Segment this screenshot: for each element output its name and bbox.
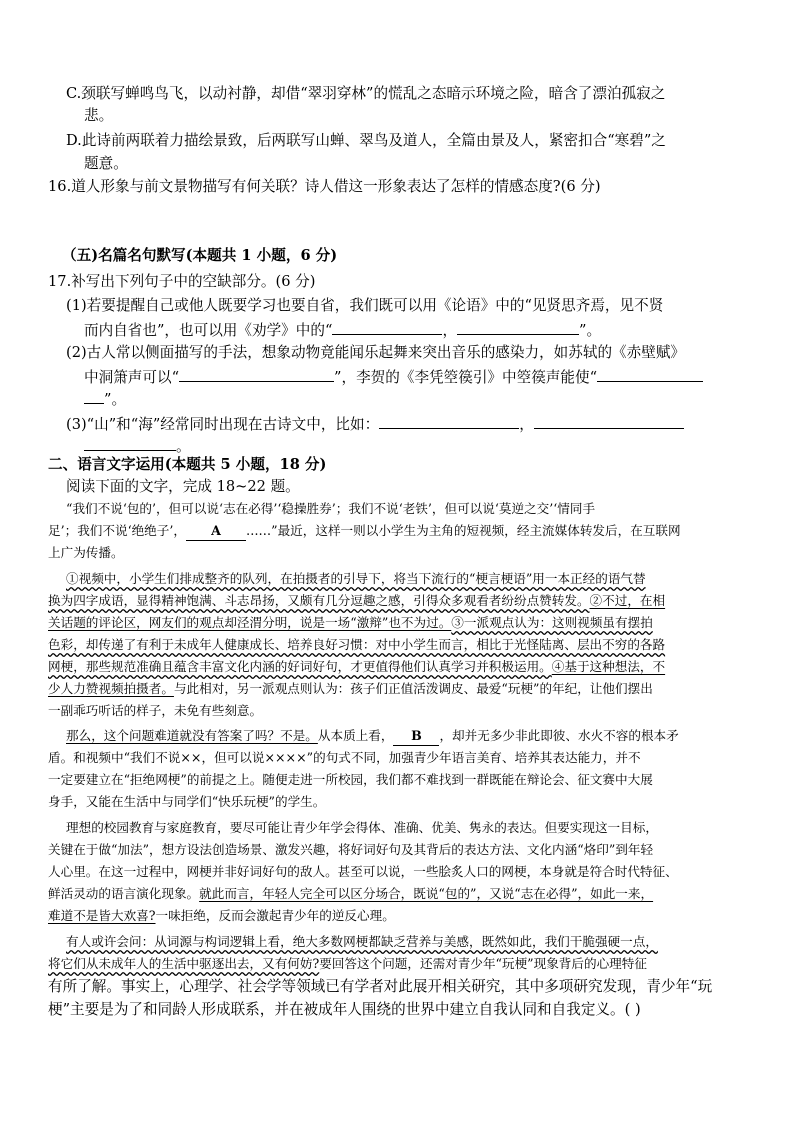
p2-line6: 少人力赞视频拍摄者。与此相对，另一派观点则认为：孩子们正值活泼调皮、最爱“玩梗”的年纪，让他们摆出 xyxy=(48,681,653,696)
p2-line2: 换为四字成语，显得精神饱满、斗志昂扬，又颇有几分逗趣之感，引得众多观看者纷纷点赞转发。②不过，在相 xyxy=(48,593,666,608)
question-16: 16.道人形象与前文景物描写有何关联？诗人借这一形象表达了怎样的情感态度?(6 分) xyxy=(48,178,601,195)
p2-line3: 关话题的评论区，网友们的观点却泾渭分明，说是一场“激辩”也不为过。③一派观点认为：这则视频虽有摆拍 xyxy=(48,615,653,630)
p3-line2: 盾。和视频中“我们不说××，但可以说××××”的句式不同，加强青少年语言美育、培养其表达能力，并不 xyxy=(48,750,641,765)
p1-line3: 上广为传播。 xyxy=(48,545,124,560)
q17-item3-line2: 。 xyxy=(84,434,191,457)
q17-item2-line1: (2)古人常以侧面描写的手法，想象动物竟能闻乐起舞来突出音乐的感染力，如苏轼的《赤壁赋》 xyxy=(66,344,686,361)
p3-line4: 身手，又能在生活中与同学们“快乐玩梗”的学生。 xyxy=(48,794,326,809)
blank-label-a: A xyxy=(186,522,246,541)
answer-blank[interactable] xyxy=(597,365,703,382)
p5-line3: 有所了解。事实上，心理学、社会学等领域已有学者对此展开相关研究，其中多项研究发现，青少年“玩 xyxy=(48,978,713,995)
p2-line1: ①视频中，小学生们排成整齐的队列，在拍摄者的引导下，将当下流行的“梗言梗语”用一本正经的语气替 xyxy=(66,571,646,586)
answer-blank[interactable] xyxy=(332,318,442,335)
p5-line2: 将它们从未成年人的生活中驱逐出去，又有何妨?要回答这个问题，还需对青少年“玩梗”现象背后的心理特征 xyxy=(48,956,647,971)
q17-item1-line2: 而内自省也”，也可以用《劝学》中的“ ， ”。 xyxy=(84,318,601,341)
p4-line3: 人心里。在这一过程中，网梗并非好词好句的敌人。甚至可以说，一些脍炙人口的网梗，本身就是符合时代特征、 xyxy=(48,864,678,879)
part2-heading: 二、语言文字运用(本题共 5 小题，18 分) xyxy=(48,456,327,473)
p5-line4: 梗”主要是为了和同龄人形成联系，并在被成年人围绕的世界中建立自我认同和自我定义。( ) xyxy=(48,1001,641,1018)
answer-blank[interactable] xyxy=(457,318,579,335)
answer-blank[interactable] xyxy=(179,365,334,382)
section5-heading: （五)名篇名句默写(本题共 1 小题，6 分) xyxy=(62,247,338,264)
p1-line2: 足’；我们不说‘绝绝子’， A ……”最近，这样一则以小学生为主角的短视频，经主流媒体转发后，在互联网 xyxy=(48,522,681,541)
q17-item3-line1: (3)“山”和“海”经常同时出现在古诗文中，比如： ， xyxy=(66,412,684,435)
blank-label-b: B xyxy=(393,727,439,746)
answer-blank[interactable] xyxy=(534,412,684,429)
p4-line1: 理想的校园教育与家庭教育，要尽可能让青少年学会得体、准确、优美、隽永的表达。但要实现这一目标， xyxy=(66,820,658,835)
p3-line1: 那么，这个问题难道就没有答案了吗？不是。从本质上看， B ，却并无多少非此即彼、水火不容的根本矛 xyxy=(66,727,679,746)
option-d-line1: D.此诗前两联着力描绘景致，后两联写山蝉、翠鸟及道人，全篇由景及人，紧密扣合“寒碧”之 xyxy=(66,132,666,149)
p1-line1: “我们不说‘包的’，但可以说‘志在必得’‘稳操胜券’；我们不说‘老铁’，但可以说‘莫逆之交’‘情同手 xyxy=(66,501,596,516)
p3-line3: 一定要建立在“拒绝网梗”的前提之上。随便走进一所校园，我们都不难找到一群既能在辩论会、征文赛中大展 xyxy=(48,772,653,787)
p4-line2: 关键在于做“加法”，想方设法创造场景、激发兴趣，将好词好句及其背后的表达方法、文化内涵“烙印”到年轻 xyxy=(48,842,654,857)
q17-item1-line1: (1)若要提醒自己或他人既要学习也要自省，我们既可以用《论语》中的“见贤思齐焉，见不贤 xyxy=(66,297,664,314)
option-d-line2: 题意。 xyxy=(84,155,128,172)
option-c-line1: C.颈联写蝉鸣鸟飞，以动衬静，却借“翠羽穿林”的慌乱之态暗示环境之险，暗含了漂泊孤寂之 xyxy=(66,85,666,102)
question-17: 17.补写出下列句子中的空缺部分。(6 分) xyxy=(48,273,316,290)
answer-blank[interactable] xyxy=(379,412,519,429)
option-c-line2: 悲。 xyxy=(84,107,114,124)
answer-blank[interactable] xyxy=(84,387,104,404)
answer-blank[interactable] xyxy=(84,434,176,451)
part2-intro: 阅读下面的文字，完成 18~22 题。 xyxy=(66,478,300,495)
q17-item2-line2: 中洞箫声可以“ ”，李贺的《李凭箜篌引》中箜篌声能使“ xyxy=(84,365,703,388)
p4-line5: 难道不是皆大欢喜?一味拒绝，反而会激起青少年的逆反心理。 xyxy=(48,908,395,923)
p4-line4: 鲜活灵动的语言演化现象。就此而言，年轻人完全可以区分场合，既说“包的”，又说“志在必得”，如此一来， xyxy=(48,886,654,901)
answer-parentheses[interactable]: ( ) xyxy=(624,1001,641,1018)
q17-item2-line3: ”。 xyxy=(84,387,126,410)
p5-line1: 有人或许会问：从词源与构词逻辑上看，绝大多数网梗都缺乏营养与美感，既然如此，我们干脆强硬一点， xyxy=(66,934,658,949)
p2-line5: 网梗，那些规范准确且蕴含丰富文化内涵的好词好句，才更值得他们认真学习并积极运用。④基于这种想法，不 xyxy=(48,659,666,674)
p2-line4: 色彩，却传递了有利于未成年人健康成长、培养良好习惯：对中小学生而言，相比于光怪陆离、层出不穷的各路 xyxy=(48,637,666,652)
p2-line7: 一副乖巧听话的样子，未免有些刻意。 xyxy=(48,703,263,718)
